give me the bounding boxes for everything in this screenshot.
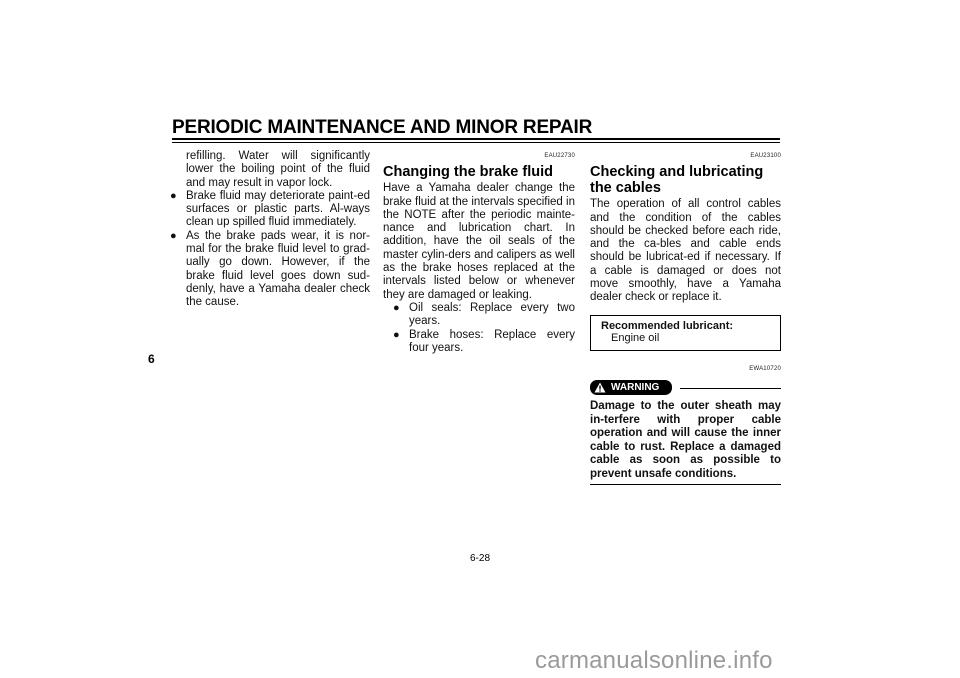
bullet-icon: ● [393, 328, 400, 341]
chapter-tab: 6 [148, 352, 155, 366]
list-item [393, 302, 575, 329]
section-title-cables: Checking and lubricating the cables [590, 164, 764, 197]
section-body: Have a Yamaha dealer change the brake fluid at the intervals specified in the NOTE after the periodic mainte-nance and lubrication chart. In addition, have the oil seals of the master cylin-ders and calipers as well as the brake hoses replaced at the intervals listed below or whenever they are damaged or leaking. [383, 182, 575, 301]
list-item-text: Brake hoses: Replace every four years. [409, 328, 575, 354]
section-title-brake-fluid: Changing the brake fluid [383, 164, 553, 181]
column-2 [383, 150, 575, 355]
column-3 [590, 150, 781, 485]
list-item [170, 230, 370, 310]
warning-rule [680, 388, 781, 389]
warning-badge [590, 380, 672, 395]
column-1 [170, 150, 370, 310]
section-body: The operation of all control cables and the condition of the cables should be checked before each ride, and the ca-bles and cable ends should be lubricat-ed if necessary. If a cable is damaged or does not move smoothly, have a Yamaha dealer check or replace it. [590, 198, 781, 304]
page-title: PERIODIC MAINTENANCE AND MINOR REPAIR [172, 117, 593, 138]
lubricant-value: Engine oil [611, 332, 660, 345]
watermark: carmanualsonline.info [535, 647, 773, 674]
bullet-icon: ● [170, 229, 177, 242]
continued-paragraph: refilling. Water will significantly lower the boiling point of the fluid and may result in vapor lock. [186, 150, 370, 189]
warning-text: Damage to the outer sheath may in-terfere with proper cable operation and will cause the inner cable to rust. Replace a damaged cable as soon as possible to prevent unsafe conditions. [590, 399, 781, 480]
warning-bottom-rule [590, 484, 781, 485]
bullet-icon: ● [393, 301, 400, 314]
list-item [170, 190, 370, 230]
lubricant-box [590, 315, 781, 351]
warning-triangle-icon [594, 382, 606, 393]
bullet-icon: ● [170, 189, 177, 202]
warning-label: WARNING [611, 381, 660, 393]
list-item-text: Brake fluid may deteriorate paint-ed surfaces or plastic parts. Al-ways clean up spilled fluid immediately. [186, 189, 370, 229]
title-rule-thin [172, 142, 780, 143]
page-number: 6-28 [469, 553, 490, 564]
section-code: EAU23100 [750, 153, 781, 159]
section-code: EAU22730 [544, 153, 575, 159]
warning-header [590, 380, 781, 398]
list-item [393, 329, 575, 356]
list-item-text: Oil seals: Replace every two years. [409, 301, 575, 328]
title-rule [172, 138, 780, 140]
lubricant-label: Recommended lubricant: [601, 319, 734, 332]
warning-code: EWA10720 [749, 365, 781, 372]
list-item-text: As the brake pads wear, it is nor-mal for the brake fluid level to grad-ually go down. However, if the brake fluid level goes down sud-denly, have a Yamaha dealer check the cause. [186, 229, 370, 309]
